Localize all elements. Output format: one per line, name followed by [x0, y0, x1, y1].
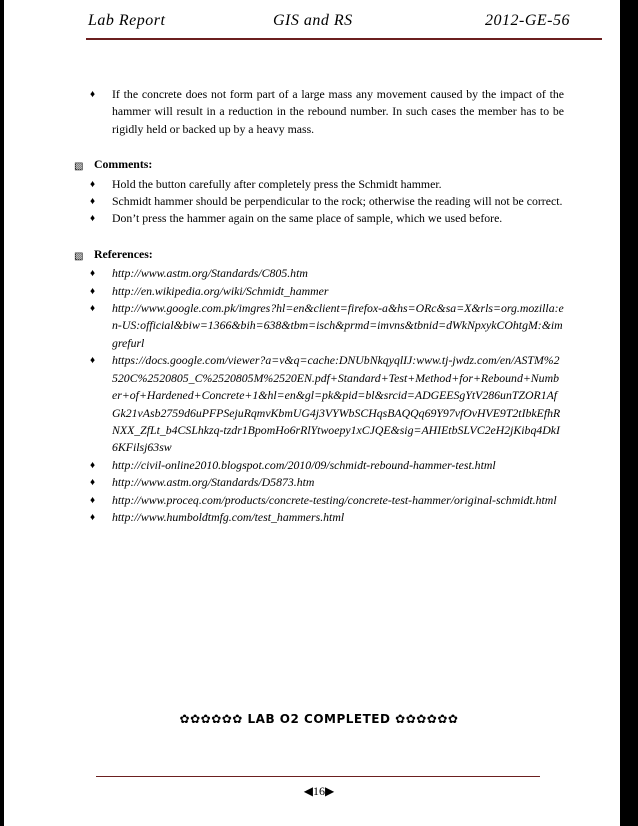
comment-item	[90, 193, 564, 210]
arrow-left-icon: ◀	[303, 784, 313, 798]
reference-link[interactable]: http://www.google.com.pk/imgres?hl=en&client=firefox-a&hs=ORc&sa=X&rls=org.mozilla:en-US:official&biw=1366&bih=638&tbm=isch&prmd=imvns&tbnid=dWkNpxykCOhtgM:&imgrefurl	[112, 301, 564, 350]
comment-text: Hold the button carefully after completely press the Schmidt hammer.	[112, 176, 442, 191]
diamond-bullet-icon: ♦	[90, 494, 96, 506]
diamond-bullet-icon: ♦	[90, 303, 96, 315]
section-marker-icon: ▧	[74, 161, 84, 173]
page-border-left	[0, 0, 4, 826]
header-right: 2012-GE-56	[485, 12, 570, 29]
reference-item[interactable]	[90, 265, 564, 282]
reference-item[interactable]	[90, 457, 564, 474]
comments-section	[74, 156, 564, 175]
lab-completed-banner: ✿✿✿✿✿✿ LAB O2 COMPLETED ✿✿✿✿✿✿	[179, 712, 459, 726]
diamond-bullet-icon: ♦	[90, 178, 96, 190]
reference-link[interactable]: http://en.wikipedia.org/wiki/Schmidt_hammer	[112, 283, 329, 298]
diamond-bullet-icon: ♦	[90, 196, 96, 208]
diamond-bullet-icon: ♦	[90, 89, 96, 100]
references-title: References:	[94, 246, 153, 261]
diamond-bullet-icon: ♦	[90, 511, 96, 523]
diamond-bullet-icon: ♦	[90, 477, 96, 489]
diamond-bullet-icon: ♦	[90, 213, 96, 225]
header-left: Lab Report	[88, 12, 166, 29]
arrow-right-icon: ▶	[325, 784, 335, 798]
section-marker-icon: ▧	[74, 250, 84, 262]
page-number	[0, 784, 638, 799]
footer-rule	[96, 776, 540, 777]
reference-item[interactable]	[90, 283, 564, 300]
reference-link[interactable]: http://civil-online2010.blogspot.com/2010/09/schmidt-rebound-hammer-test.html	[112, 457, 496, 472]
page-number-value: 16	[313, 784, 325, 798]
comments-title: Comments:	[94, 157, 153, 172]
page-header	[88, 12, 570, 36]
comment-item	[90, 210, 564, 227]
header-center: GIS and RS	[273, 12, 353, 29]
reference-link[interactable]: http://www.astm.org/Standards/D5873.htm	[112, 475, 315, 490]
diamond-bullet-icon: ♦	[90, 355, 96, 367]
reference-item[interactable]	[90, 352, 564, 456]
reference-link[interactable]: http://www.proceq.com/products/concrete-testing/concrete-test-hammer/original-schmidt.html	[112, 492, 557, 507]
diamond-bullet-icon: ♦	[90, 285, 96, 297]
intro-bullet	[90, 86, 564, 138]
header-rule	[86, 38, 602, 40]
reference-item[interactable]	[90, 492, 564, 509]
comment-text: Don’t press the hammer again on the same place of sample, which we used before.	[112, 211, 503, 226]
page-border-right	[620, 0, 638, 826]
references-section	[74, 246, 564, 265]
comment-item	[90, 176, 564, 193]
reference-item[interactable]	[90, 300, 564, 352]
comment-text: Schmidt hammer should be perpendicular to the rock; otherwise the reading will not be correct.	[112, 194, 563, 209]
reference-link[interactable]: https://docs.google.com/viewer?a=v&q=cache:DNUbNkqyqlIJ:www.tj-jwdz.com/en/ASTM%2520C%2520805_C%2520805M%2520EN.pdf+Standard+Test+Method+for+Rebound+Number+of+Hardened+Concrete+1&hl=en&gl=pk&pid=bl&srcid=ADGEESgYtV286unTZOR1AfGk21vAsb2759d6uPFPSejuRqmvKbmUG4j3VYWbSCHqsBAQQq69Y97vfOvHVE9T2tIbkEfhRNXX_ZfLt_b4CSLhkzq-tzdr1BpomHo6rRlYtwoepy1xCJQE&sig=AHIEtbSLVC2eH2jKibq4DkI6KFilsj63sw	[112, 353, 561, 455]
reference-link[interactable]: http://www.humboldtmfg.com/test_hammers.html	[112, 509, 345, 524]
comments-list	[74, 176, 564, 228]
diamond-bullet-icon: ♦	[90, 268, 96, 280]
diamond-bullet-icon: ♦	[90, 459, 96, 471]
reference-link[interactable]: http://www.astm.org/Standards/C805.htm	[112, 266, 308, 281]
intro-text: If the concrete does not form part of a large mass any movement caused by the impact of the hammer will result in a reduction in the rebound number. In such cases the member has to be rigidly held or backed up by a heavy mass.	[112, 87, 564, 136]
reference-item[interactable]	[90, 474, 564, 491]
references-list	[74, 265, 564, 526]
reference-item[interactable]	[90, 509, 564, 526]
page-content	[74, 86, 564, 526]
